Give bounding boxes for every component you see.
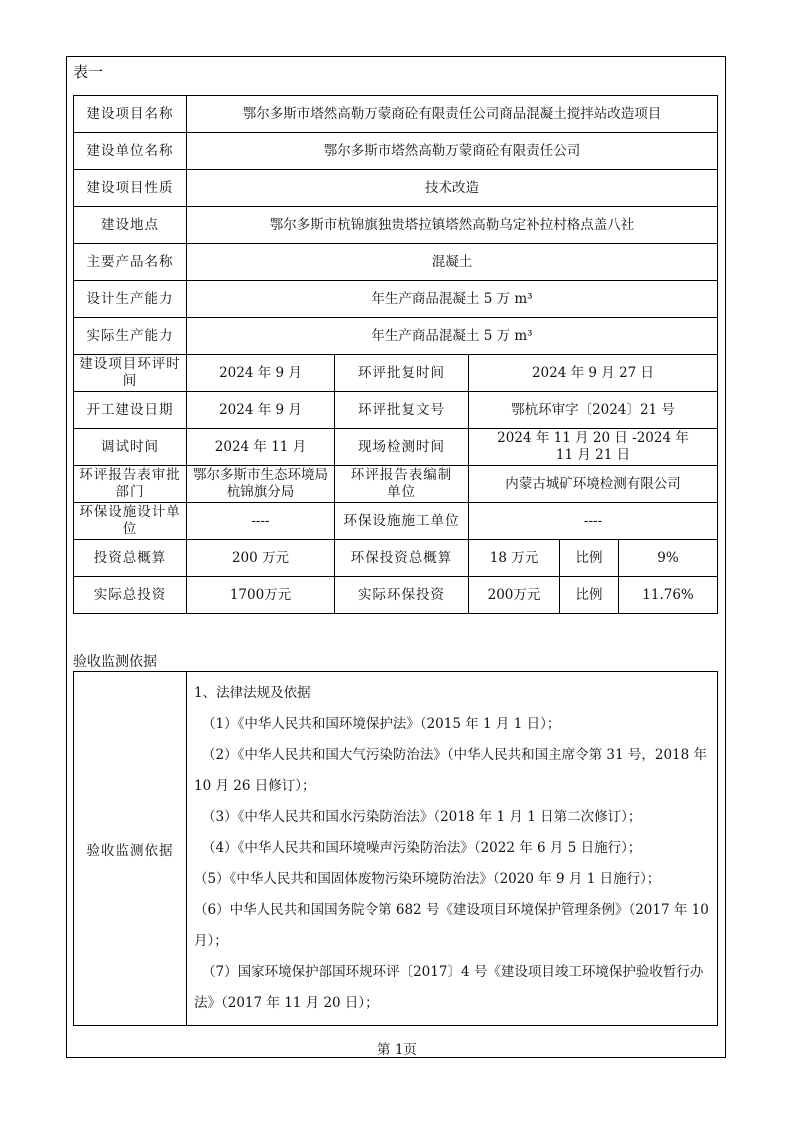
product-value: 混凝土 xyxy=(187,244,718,281)
eia-approval-time-value: 2024 年 9 月 27 日 xyxy=(469,355,718,392)
actual-investment-value: 1700万元 xyxy=(187,577,335,614)
list-item: （6）中华人民共和国国务院令第 682 号《建设项目环境保护管理条例》（2017 年 10 月）； xyxy=(194,902,709,949)
form-title: 表一 xyxy=(73,63,104,81)
table-row xyxy=(74,540,718,577)
table-row xyxy=(74,207,718,244)
nature-label: 建设项目性质 xyxy=(74,170,187,207)
approval-dept-label: 环评报告表审批部门 xyxy=(74,466,187,503)
location-value: 鄂尔多斯市杭锦旗独贵塔拉镇塔然高勒乌定补拉村格点盖八社 xyxy=(187,207,718,244)
table-row xyxy=(74,96,718,133)
table-row xyxy=(74,133,718,170)
investment-value: 200 万元 xyxy=(187,540,335,577)
table-row xyxy=(74,672,718,1026)
eia-time-value: 2024 年 9 月 xyxy=(187,355,335,392)
inspection-time-label: 现场检测时间 xyxy=(335,429,469,466)
facility-construction-value: ---- xyxy=(469,503,718,540)
eia-time-label: 建设项目环评时间 xyxy=(74,355,187,392)
actual-investment-label: 实际总投资 xyxy=(74,577,187,614)
product-label: 主要产品名称 xyxy=(74,244,187,281)
env-investment-value: 18 万元 xyxy=(469,540,560,577)
table-row xyxy=(74,466,718,503)
facility-design-label: 环保设施设计单位 xyxy=(74,503,187,540)
design-capacity-value: 年生产商品混凝土 5 万 m³ xyxy=(187,281,718,318)
facility-design-value: ---- xyxy=(187,503,335,540)
report-preparer-value: 内蒙古城矿环境检测有限公司 xyxy=(469,466,718,503)
basis-section-title: 验收监测依据 xyxy=(73,654,157,670)
basis-heading: 1、法律法规及依据 xyxy=(194,685,311,701)
table-row xyxy=(74,281,718,318)
ratio-value: 9% xyxy=(619,540,718,577)
nature-value: 技术改造 xyxy=(187,170,718,207)
page-number: 第 1页 xyxy=(377,1042,417,1058)
table-row xyxy=(74,392,718,429)
unit-name-label: 建设单位名称 xyxy=(74,133,187,170)
actual-env-investment-value: 200万元 xyxy=(469,577,560,614)
approval-dept-value: 鄂尔多斯市生态环境局杭锦旗分局 xyxy=(187,466,335,503)
table-row xyxy=(74,577,718,614)
design-capacity-label: 设计生产能力 xyxy=(74,281,187,318)
list-item: （4）《中华人民共和国环境噪声污染防治法》（2022 年 6 月 5 日施行）； xyxy=(202,840,642,856)
project-info-table xyxy=(73,95,718,614)
table-row xyxy=(74,429,718,466)
list-item: （5）《中华人民共和国固体废物污染环境防治法》（2020 年 9 月 1 日施行）； xyxy=(194,871,661,887)
list-item: （7）国家环境保护部国环规环评〔2017〕4 号《建设项目竣工环境保护验收暂行办法》（2017 年 11 月 20 日）； xyxy=(194,964,704,1011)
eia-approval-time-label: 环评批复时间 xyxy=(335,355,469,392)
location-label: 建设地点 xyxy=(74,207,187,244)
basis-table xyxy=(73,671,718,1026)
debug-time-value: 2024 年 11 月 xyxy=(187,429,335,466)
actual-env-investment-label: 实际环保投资 xyxy=(335,577,469,614)
actual-ratio-label: 比例 xyxy=(560,577,619,614)
project-name-value: 鄂尔多斯市塔然高勒万蒙商砼有限责任公司商品混凝土搅拌站改造项目 xyxy=(187,96,718,133)
basis-content xyxy=(187,672,718,1026)
actual-capacity-value: 年生产商品混凝土 5 万 m³ xyxy=(187,318,718,355)
table-row xyxy=(74,170,718,207)
debug-time-label: 调试时间 xyxy=(74,429,187,466)
start-date-label: 开工建设日期 xyxy=(74,392,187,429)
unit-name-value: 鄂尔多斯市塔然高勒万蒙商砼有限责任公司 xyxy=(187,133,718,170)
table-row xyxy=(74,318,718,355)
actual-capacity-label: 实际生产能力 xyxy=(74,318,187,355)
actual-ratio-value: 11.76% xyxy=(619,577,718,614)
start-date-value: 2024 年 9 月 xyxy=(187,392,335,429)
approval-number-label: 环评批复文号 xyxy=(335,392,469,429)
basis-label: 验收监测依据 xyxy=(74,672,187,1026)
facility-construction-label: 环保设施施工单位 xyxy=(335,503,469,540)
inspection-time-value: 2024 年 11 月 20 日 -2024 年 11 月 21 日 xyxy=(469,429,718,466)
project-name-label: 建设项目名称 xyxy=(74,96,187,133)
table-row xyxy=(74,355,718,392)
list-item: （1）《中华人民共和国环境保护法》（2015 年 1 月 1 日）； xyxy=(202,716,561,732)
ratio-label: 比例 xyxy=(560,540,619,577)
investment-label: 投资总概算 xyxy=(74,540,187,577)
approval-number-value: 鄂杭环审字〔2024〕21 号 xyxy=(469,392,718,429)
report-preparer-label: 环评报告表编制单位 xyxy=(335,466,469,503)
env-investment-label: 环保投资总概算 xyxy=(335,540,469,577)
list-item: （2）《中华人民共和国大气污染防治法》（中华人民共和国主席令第 31 号，2018 年 10 月 26 日修订）； xyxy=(194,747,707,794)
table-row xyxy=(74,503,718,540)
table-row xyxy=(74,244,718,281)
form-frame xyxy=(66,56,726,1058)
list-item: （3）《中华人民共和国水污染防治法》（2018 年 1 月 1 日第二次修订）； xyxy=(202,809,642,825)
